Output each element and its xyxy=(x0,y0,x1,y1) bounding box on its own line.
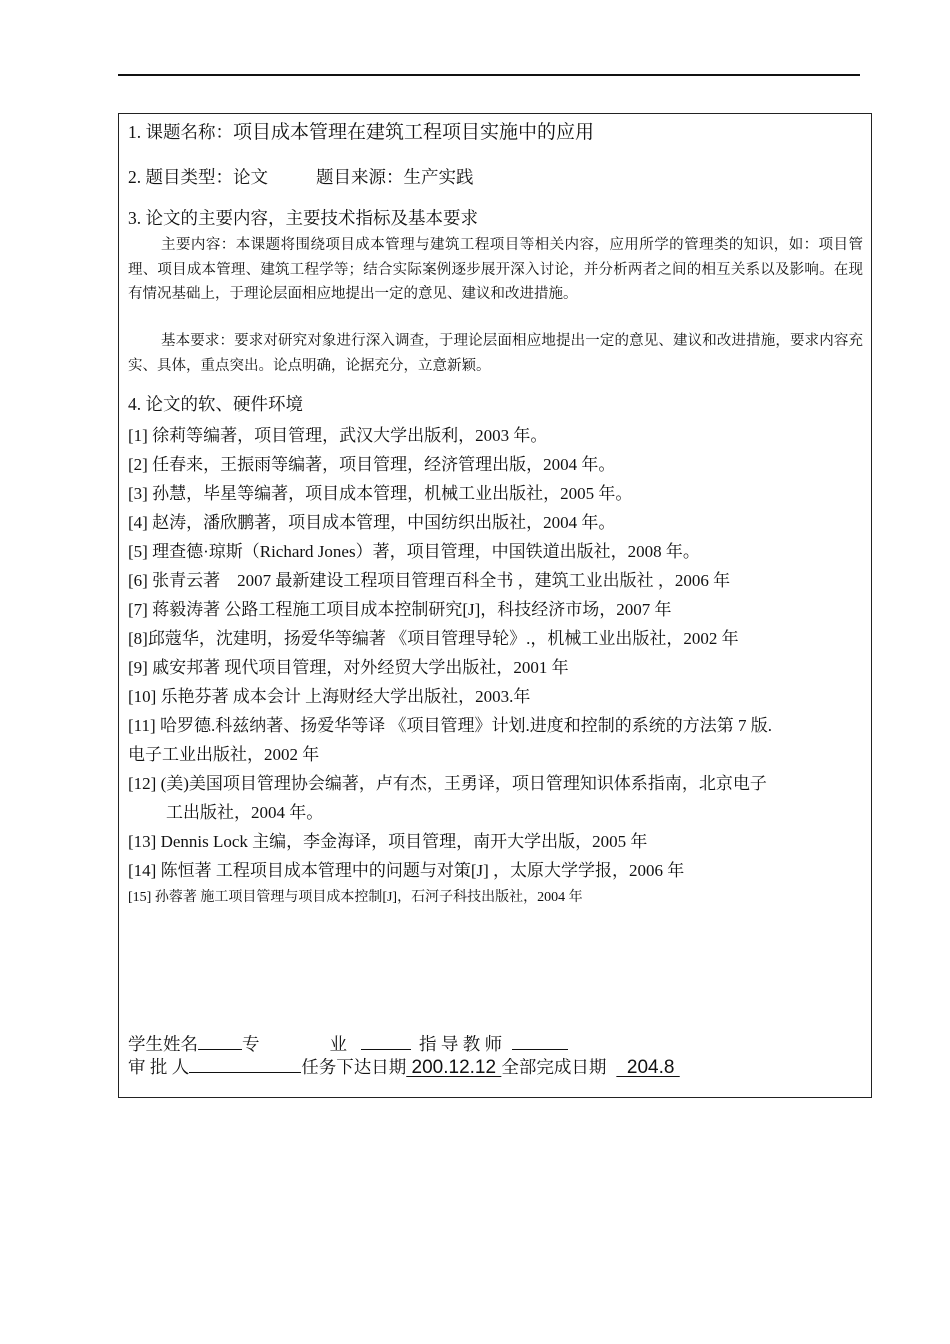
topic-label: 1. 课题名称： xyxy=(128,122,233,142)
reference-item-continued: 工出版社，2004 年。 xyxy=(166,803,324,822)
approver-field[interactable] xyxy=(189,1056,301,1073)
advisor-label: 指 导 教 师 xyxy=(419,1034,503,1054)
reference-item: [12] (美)美国项目管理协会编著，卢有杰，王勇译，项日管理知识体系指南，北京电子 xyxy=(128,774,767,793)
section3-heading: 3. 论文的主要内容，主要技术指标及基本要求 xyxy=(128,208,478,228)
reference-item-continued: 电子工业出版社，2002 年 xyxy=(128,745,320,764)
reference-item: [3] 孙慧，毕星等编著，项目成本管理，机械工业出版社，2005 年。 xyxy=(128,484,633,503)
reference-item: [10] 乐艳芬著 成本会计 上海财经大学出版社，2003.年 xyxy=(128,687,531,706)
reference-item: [7] 蒋毅涛著 公路工程施工项目成本控制研究[J]，科技经济市场，2007 年 xyxy=(128,600,672,619)
student-name-field[interactable] xyxy=(198,1033,242,1050)
reference-item: [6] 张青云著 2007 最新建设工程项目管理百科全书 ，建筑工业出版社 ，2006 年 xyxy=(128,571,731,590)
reference-item: [15] 孙蓉著 施工项目管理与项目成本控制[J]，石河子科技出版社，2004 年 xyxy=(128,890,583,905)
reference-item: [2] 任春来，王振雨等编著，项目管理，经济管理出版，2004 年。 xyxy=(128,455,616,474)
student-name-label: 学生姓名 xyxy=(128,1034,198,1054)
reference-item: [4] 赵涛，潘欣鹏著，项目成本管理，中国纺织出版社，2004 年。 xyxy=(128,513,616,532)
issue-date-label: 任务下达日期 xyxy=(301,1057,407,1077)
reference-item: [11] 哈罗德.科兹纳著、扬爱华等译 《项目管理》计划.进度和控制的系统的方法第 7 版. xyxy=(128,716,772,735)
reference-item: [5] 理查德·琼斯（Richard Jones）著，项目管理，中国铁道出版社，2008 年。 xyxy=(128,542,700,561)
type-line xyxy=(128,164,474,189)
major-field[interactable] xyxy=(361,1033,411,1050)
section4-heading: 4. 论文的软、硬件环境 xyxy=(128,394,303,414)
reference-item: [13] Dennis Lock 主编，李金海译，项目管理，南开大学出版，2005 年 xyxy=(128,832,648,851)
signature-row-1 xyxy=(128,1031,568,1056)
main-content-paragraph: 主要内容：本课题将围绕项目成本管理与建筑工程项目等相关内容，应用所学的管理类的知识，如：项目管理、项目成本管理、建筑工程学等；结合实际案例逐步展开深入讨论，并分析两者之间的相互关系以及影响。在现有情况基础上，于理论层面相应地提出一定的意见、建议和改进措施。 xyxy=(128,237,863,302)
reference-item: [14] 陈恒著 工程项目成本管理中的问题与对策[J] ，太原大学学报，2006 年 xyxy=(128,861,685,880)
signature-row-2 xyxy=(128,1054,680,1079)
complete-date-value: 204.8 xyxy=(616,1057,680,1078)
header-rule xyxy=(118,74,860,76)
topic-source: 题目来源：生产实践 xyxy=(316,167,474,187)
major-label-end: 业 xyxy=(329,1034,347,1054)
topic-title: 项目成本管理在建筑工程项目实施中的应用 xyxy=(233,122,595,143)
issue-date-value: 200.12.12 xyxy=(406,1057,502,1078)
major-label: 专 xyxy=(242,1034,260,1054)
basic-requirements-paragraph: 基本要求：要求对研究对象进行深入调查，于理论层面相应地提出一定的意见、建议和改进措施，要求内容充实、具体，重点突出。论点明确，论据充分，立意新颖。 xyxy=(128,333,863,374)
topic-line xyxy=(128,117,594,144)
reference-item: [8]邱蔻华，沈建明，扬爱华等编著 《项目管理导轮》.，机械工业出版社，2002 年 xyxy=(128,629,739,648)
reference-item: [1] 徐莉等编著，项目管理，武汉大学出版利，2003 年。 xyxy=(128,426,548,445)
advisor-field[interactable] xyxy=(512,1033,568,1050)
complete-date-label: 全部完成日期 xyxy=(501,1057,607,1077)
approver-label: 审 批 人 xyxy=(128,1057,190,1077)
reference-item: [9] 戚安邦著 现代项目管理，对外经贸大学出版社，2001 年 xyxy=(128,658,569,677)
topic-type: 2. 题目类型：论文 xyxy=(128,167,268,187)
